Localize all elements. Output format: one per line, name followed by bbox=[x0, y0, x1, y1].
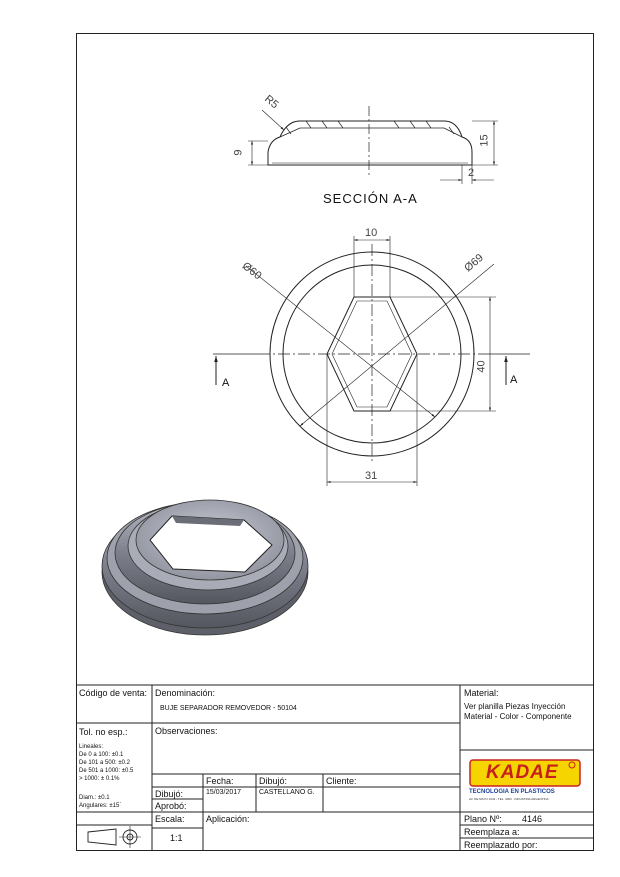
section-marker-right: A bbox=[510, 374, 518, 386]
observaciones-label: Observaciones: bbox=[155, 726, 218, 736]
dim-width-31: 31 bbox=[365, 470, 378, 482]
denominacion-label: Denominación: bbox=[155, 688, 216, 698]
escala-label: Escala: bbox=[155, 814, 185, 824]
tolerance-row-3: De 501 a 1000: ±0.5 bbox=[79, 768, 134, 774]
section-view bbox=[248, 106, 498, 184]
section-marker-left: A bbox=[222, 377, 230, 389]
dibujante-value: CASTELLANO G. bbox=[259, 789, 315, 796]
dibujo-col-label: Dibujó: bbox=[259, 776, 288, 786]
dim-width-10: 10 bbox=[365, 227, 378, 239]
logo-text: KADAE bbox=[486, 762, 559, 783]
material-label: Material: bbox=[464, 688, 499, 698]
aplicacion-label: Aplicación: bbox=[206, 814, 250, 824]
tolerance-diam: Diam.: ±0.1 bbox=[79, 795, 110, 801]
dim-diameter-60: Ø60 bbox=[239, 259, 264, 283]
reemplazado-label: Reemplazado por: bbox=[464, 840, 538, 850]
dibujo-row-label: Dibujó: bbox=[155, 789, 184, 799]
fecha-value: 15/03/2017 bbox=[206, 789, 242, 796]
plano-label: Plano Nº: bbox=[464, 814, 502, 824]
logo-subtitle: TECNOLOGIA EN PLASTICOS bbox=[469, 789, 555, 795]
reemplaza-label: Reemplaza a: bbox=[464, 827, 520, 837]
plano-value: 4146 bbox=[522, 814, 543, 824]
dim-height-15: 15 bbox=[478, 134, 491, 147]
section-title: SECCIÓN A-A bbox=[323, 191, 418, 206]
material-line-2: Material - Color - Componente bbox=[464, 712, 572, 721]
tolerance-lineales: Lineales: bbox=[79, 744, 104, 750]
tolerance-label: Tol. no esp.: bbox=[79, 727, 128, 737]
dim-height-9: 9 bbox=[232, 149, 245, 156]
tolerance-row-1: De 0 a 100: ±0.1 bbox=[79, 752, 124, 758]
fecha-label: Fecha: bbox=[206, 776, 234, 786]
tolerance-row-4: > 1000: ± 0.1% bbox=[79, 776, 120, 782]
dim-height-40: 40 bbox=[475, 360, 488, 373]
denominacion-value: BUJE SEPARADOR REMOVEDOR - 50104 bbox=[160, 705, 297, 712]
logo-small-print: AV. DE MAYO 1234 - TEL. 0000 · INDUSTRIA ARGENTINA bbox=[469, 797, 549, 801]
escala-value: 1:1 bbox=[170, 833, 183, 843]
tolerance-row-2: De 101 a 500: ±0.2 bbox=[79, 760, 130, 766]
material-line-1: Ver planilla Piezas Inyección bbox=[464, 702, 566, 711]
projection-symbol-icon bbox=[88, 826, 141, 848]
cliente-label: Cliente: bbox=[326, 776, 357, 786]
codigo-venta-label: Código de venta: bbox=[79, 688, 148, 698]
dim-r5: R5 bbox=[262, 93, 281, 112]
aprobo-label: Aprobó: bbox=[155, 801, 187, 811]
isometric-view bbox=[102, 500, 308, 635]
tolerance-angular: Angulares: ±15´ bbox=[79, 803, 122, 809]
dim-thickness-2: 2 bbox=[468, 167, 475, 179]
dim-diameter-69: Ø69 bbox=[462, 251, 486, 275]
